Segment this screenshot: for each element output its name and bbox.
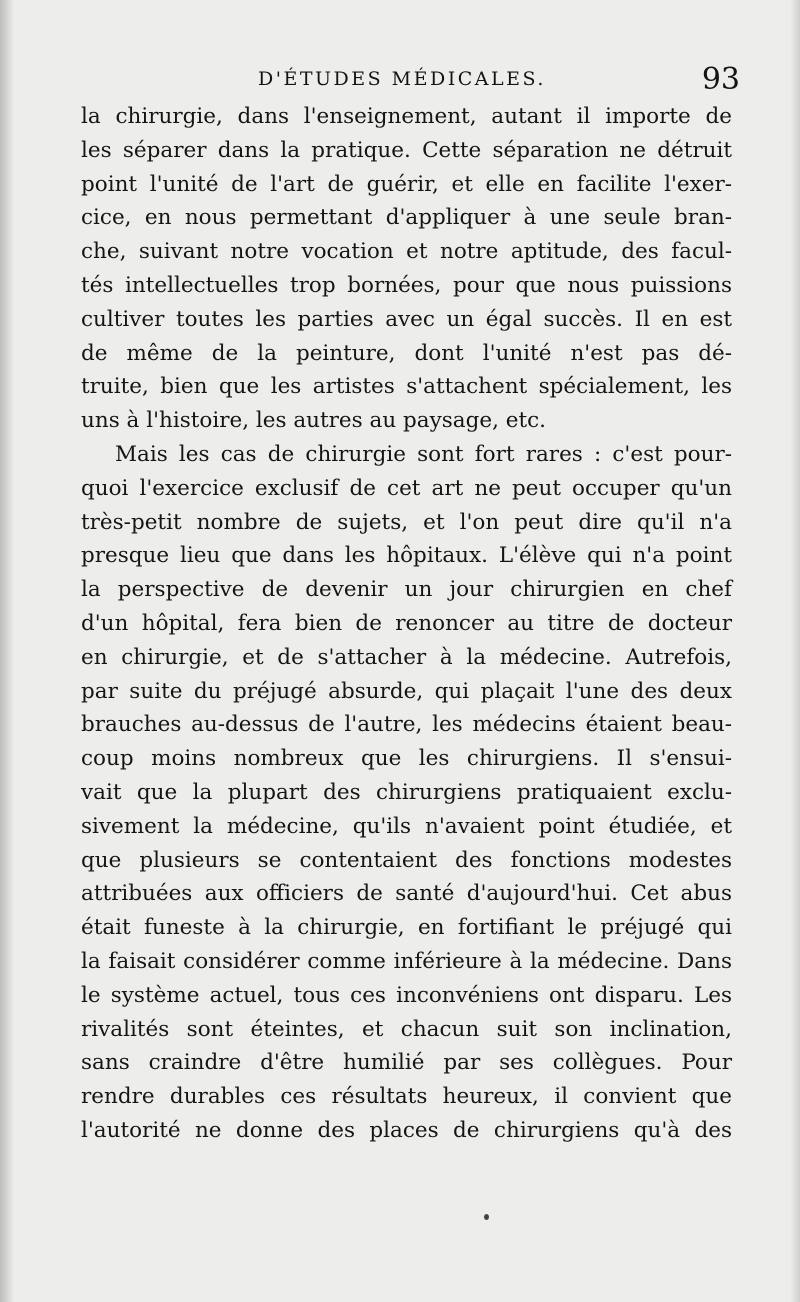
ink-speck [484,1214,489,1220]
text-line: truite, bien que les artistes s'attachent spécialement, les [81,374,732,400]
text-line: le système actuel, tous ces inconvéniens ont disparu. Les [81,982,732,1008]
text-line: attribuées aux officiers de santé d'aujourd'hui. Cet abus [81,881,732,907]
text-line: par suite du préjugé absurde, qui plaçait l'une des deux [81,678,732,704]
text-line: vait que la plupart des chirurgiens pratiquaient exclu- [81,779,732,805]
text-line: d'un hôpital, fera bien de renoncer au titre de docteur [81,610,732,636]
text-line: sivement la médecine, qu'ils n'avaient point étudiée, et [81,813,732,839]
text-line: la perspective de devenir un jour chirurgien en chef [81,577,732,603]
text-line: l'autorité ne donne des places de chirurgiens qu'à des [81,1117,732,1143]
running-head: D'ÉTUDES MÉDICALES. [258,68,546,90]
page-number: 93 [701,62,740,97]
text-line: point l'unité de l'art de guérir, et elle en facilite l'exer- [81,171,732,197]
text-line: la chirurgie, dans l'enseignement, autant il importe de [81,104,732,129]
text-line: cultiver toutes les parties avec un égal succès. Il en est [81,306,732,332]
text-line: en chirurgie, et de s'attacher à la médecine. Autrefois, [81,644,732,670]
text-line: uns à l'histoire, les autres au paysage, etc. [81,408,547,434]
text-line: de même de la peinture, dont l'unité n'est pas dé- [81,340,732,366]
text-line: cice, en nous permettant d'appliquer à une seule bran- [81,205,732,231]
text-line: rivalités sont éteintes, et chacun suit son inclination, [81,1016,732,1042]
text-line: était funeste à la chirurgie, en fortifiant le préjugé qui [81,915,732,941]
text-line: très-petit nombre de sujets, et l'on peut dire qu'il n'a [81,509,732,535]
text-line: Mais les cas de chirurgie sont fort rares : c'est pour- [115,441,732,467]
text-line: che, suivant notre vocation et notre aptitude, des facul- [81,239,732,265]
text-line: coup moins nombreux que les chirurgiens. Il s'ensui- [81,746,732,772]
text-line: sans craindre d'être humilié par ses collègues. Pour [81,1050,732,1076]
text-line: la faisait considérer comme inférieure à la médecine. Dans [81,948,732,974]
text-line: brauches au-dessus de l'autre, les médecins étaient beau- [81,712,732,738]
text-line: presque lieu que dans les hôpitaux. L'élève qui n'a point [81,543,732,569]
page-header [80,62,740,102]
text-line: que plusieurs se contentaient des fonctions modestes [81,847,732,873]
body-text [81,100,732,1148]
text-line: tés intellectuelles trop bornées, pour que nous puissions [81,272,732,298]
text-line: rendre durables ces résultats heureux, il convient que [81,1084,732,1110]
text-line: les séparer dans la pratique. Cette séparation ne détruit [81,137,732,163]
text-line: quoi l'exercice exclusif de cet art ne peut occuper qu'un [81,475,732,501]
